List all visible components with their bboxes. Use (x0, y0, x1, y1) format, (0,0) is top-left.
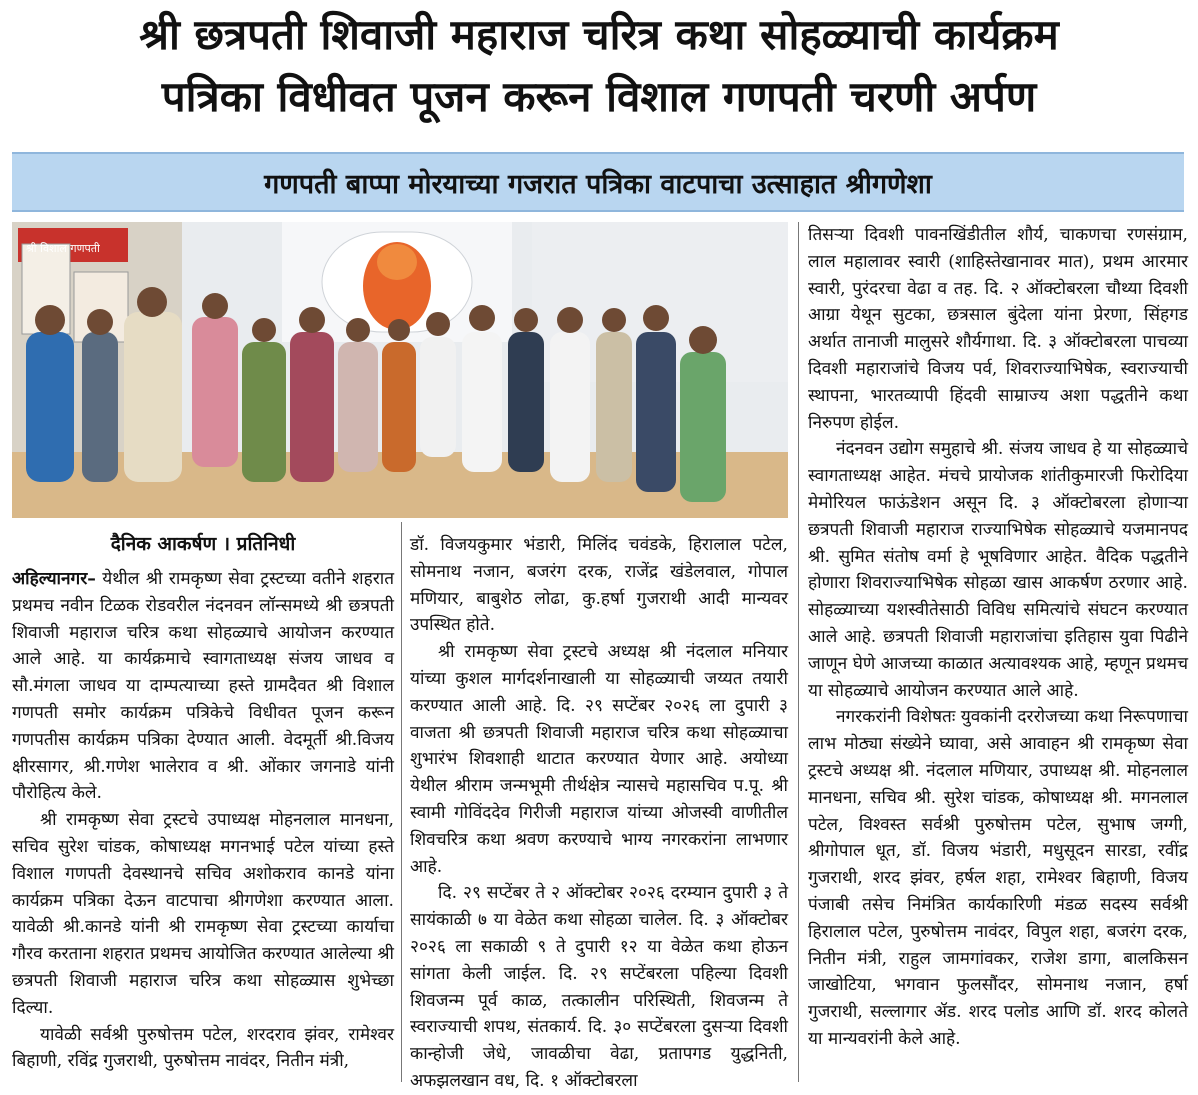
subheadline-banner (12, 152, 1184, 212)
column-divider (401, 522, 402, 1082)
news-photo (12, 222, 788, 518)
article-paragraph: नंदनवन उद्योग समुहाचे श्री. संजय जाधव हे या सोहळ्याचे स्वागताध्यक्ष आहेत. मंचचे प्रायोजक शांतीकुमारजी फिरोदिया मेमोरियल फाऊंडेशन असून दि. ३ ऑक्टोबरला होणाऱ्या छत्रपती शिवाजी महाराज राज्याभिषेक सोहळ्याचे यजमानपद श्री. सुमित संतोष वर्मा हे भूषविणार आहेत. वैदिक पद्धतीने होणारा शिवराज्याभिषेक सोहळा खास आकर्षण ठरणार आहे. सोहळ्याच्या यशस्वीतेसाठी विविध समित्यांचे संघटन करण्यात आले आहे. छत्रपती शिवाजी महाराजांचा इतिहास युवा पिढीने जाणून घेणे आजच्या काळात अत्यावश्यक आहे, म्हणून प्रथमच या सोहळ्याचे आयोजन करण्यात आले आहे. (808, 439, 1188, 701)
article-column-2 (410, 532, 788, 1095)
byline: दैनिक आकर्षण । प्रतिनिधी (110, 533, 296, 555)
article-paragraph: यावेळी सर्वश्री पुरुषोत्तम पटेल, शरदराव झंवर, रामेश्वर बिहाणी, रविंद्र गुजराथी, पुरुषोत्तम नावंदर, नितीन मंत्री, (12, 1024, 394, 1072)
article-paragraph: अहिल्यानगर– येथील श्री रामकृष्ण सेवा ट्रस्टच्या वतीने शहरात प्रथमच नवीन टिळक रोडवरील नंदनवन लॉन्समध्ये श्री छत्रपती शिवाजी महाराज चरित्र कथा सोहळ्याचे आयोजन करण्यात आले आहे. या कार्यक्रमाचे स्वागताध्यक्ष संजय जाधव व सौ.मंगला जाधव या दाम्पत्याच्या हस्ते ग्रामदैवत श्री विशाल गणपती समोर कार्यक्रम पत्रिकेचे विधीवत पूजन करून गणपतीस कार्यक्रम पत्रिका देण्यात आली. वेदमूर्ती श्री.विजय क्षीरसागर, श्री.गणेश भालेराव व श्री. ओंकार जगनाडे यांनी पौरोहित्य केले. (12, 569, 394, 804)
temple-group-photo (12, 222, 788, 518)
article-paragraph: दि. २९ सप्टेंबर ते २ ऑक्टोबर २०२६ दरम्यान दुपारी ३ ते सायंकाळी ७ या वेळेत कथा सोहळा चालेल. दि. ३ ऑक्टोबर २०२६ ला सकाळी ९ ते दुपारी १२ या वेळेत कथा होऊन सांगता केली जाईल. दि. २९ सप्टेंबरला पहिल्या दिवशी शिवजन्म पूर्व काळ, तत्कालीन परिस्थिती, शिवजन्म ते स्वराज्याची शपथ, संतकार्य. दि. ३० सप्टेंबरला दुसऱ्या दिवशी कान्होजी जेधे, जावळीचा वेढा, प्रतापगड युद्धनिती, अफझलखान वध, दि. १ ऑक्टोबरला (410, 883, 788, 1091)
article-paragraph: डॉ. विजयकुमार भंडारी, मिलिंद चवंडके, हिरालाल पटेल, सोमनाथ नजान, बजरंग दरक, राजेंद्र खंडेलवाल, गोपाल मणियार, बाबुशेठ लोढा, कु.हर्षा गुजराथी आदी मान्यवर उपस्थित होते. (410, 535, 788, 636)
headline-line-2: पत्रिका विधीवत पूजन करून विशाल गणपती चरणी अर्पण (161, 72, 1037, 121)
article-column-3 (808, 222, 1188, 1053)
dateline: अहिल्यानगर– (12, 569, 96, 589)
column-divider (798, 222, 799, 1082)
article-paragraph: श्री रामकृष्ण सेवा ट्रस्टचे उपाध्यक्ष मोहनलाल मानधना, सचिव सुरेश चांडक, कोषाध्यक्ष मगनभाई पटेल यांच्या हस्ते विशाल गणपती देवस्थानचे सचिव अशोकराव कानडे यांना कार्यक्रम पत्रिका देऊन वाटपाचा श्रीगणेशा करण्यात आला. यावेळी श्री.कानडे यांनी श्री रामकृष्ण सेवा ट्रस्टच्या कार्याचा गौरव करताना शहरात प्रथमच आयोजित करण्यात आलेल्या श्री छत्रपती शिवाजी महाराज चरित्र कथा सोहळ्यास शुभेच्छा दिल्या. (12, 810, 394, 1018)
article-paragraph: तिसऱ्या दिवशी पावनखिंडीतील शौर्य, चाकणचा रणसंग्राम, लाल महालावर स्वारी (शाहिस्तेखानावर मात), प्रथम आरमार स्वारी, पुरंदरचा वेढा व तह. दि. २ ऑक्टोबरला चौथ्या दिवशी आग्रा येथून सुटका, छत्रसाल बुंदेला यांना प्रेरणा, सिंहगड अर्थात तानाजी मालुसरे शौर्यगाथा. दि. ३ ऑक्टोबरला पाचव्या दिवशी महाराजांचे विजय पर्व, शिवराज्याभिषेक, स्वराज्याची स्थापना, भारतव्यापी हिंदवी साम्राज्य अशा पद्धतीने कथा निरुपण होईल. (808, 225, 1188, 433)
article-column-1 (12, 566, 394, 1075)
subheadline-text: गणपती बाप्पा मोरयाच्या गजरात पत्रिका वाटपाचा उत्साहात श्रीगणेशा (264, 168, 932, 200)
headline-line-1: श्री छत्रपती शिवाजी महाराज चरित्र कथा सोहळ्याची कार्यक्रम (139, 10, 1059, 59)
temple-sign-text: श्री विशाल गणपती (26, 242, 100, 255)
headline (0, 4, 1198, 128)
article-paragraph: नगरकरांनी विशेषतः युवकांनी दररोजच्या कथा निरूपणाचा लाभ मोठ्या संख्येने घ्यावा, असे आवाहन श्री रामकृष्ण सेवा ट्रस्टचे अध्यक्ष श्री. नंदलाल मणियार, उपाध्यक्ष श्री. मोहनलाल मानधना, सचिव श्री. सुरेश चांडक, कोषाध्यक्ष श्री. मगनलाल पटेल, विश्वस्त सर्वश्री पुरुषोत्तम पटेल, सुभाष जग्गी, श्रीगोपाल धूत, डॉ. विजय भंडारी, मधुसूदन सारडा, रवींद्र गुजराथी, शरद झंवर, हर्षल शहा, रामेश्वर बिहाणी, विजय पंजाबी तसेच निमंत्रित कार्यकारिणी मंडळ सदस्य सर्वश्री हिरालाल पटेल, पुरुषोत्तम नावंदर, विपुल शहा, बजरंग दरक, नितीन मंत्री, राहुल जामगांवकर, राजेश डागा, बालकिसन जाखोटिया, भगवान फुलसौंदर, सोमनाथ नजान, हर्षा गुजराथी, सल्लागार ॲड. शरद पलोड आणि डॉ. शरद कोलते या मान्यवरांनी केले आहे. (808, 707, 1188, 1049)
article-paragraph: श्री रामकृष्ण सेवा ट्रस्टचे अध्यक्ष श्री नंदलाल मनियार यांच्या कुशल मार्गदर्शनाखाली या सोहळ्याची जय्यत तयारी करण्यात आली आहे. दि. २९ सप्टेंबर २०२६ ला दुपारी ३ वाजता श्री छत्रपती शिवाजी महाराज चरित्र कथा सोहळ्याचा शुभारंभ शिवशाही थाटात करण्यात येणार आहे. अयोध्या येथील श्रीराम जन्मभूमी तीर्थक्षेत्र न्यासचे महासचिव प.पू. श्री स्वामी गोविंददेव गिरीजी महाराज यांच्या ओजस्वी वाणीतील शिवचरित्र कथा श्रवण करण्याचे भाग्य नगरकरांना लाभणार आहे. (410, 642, 788, 877)
